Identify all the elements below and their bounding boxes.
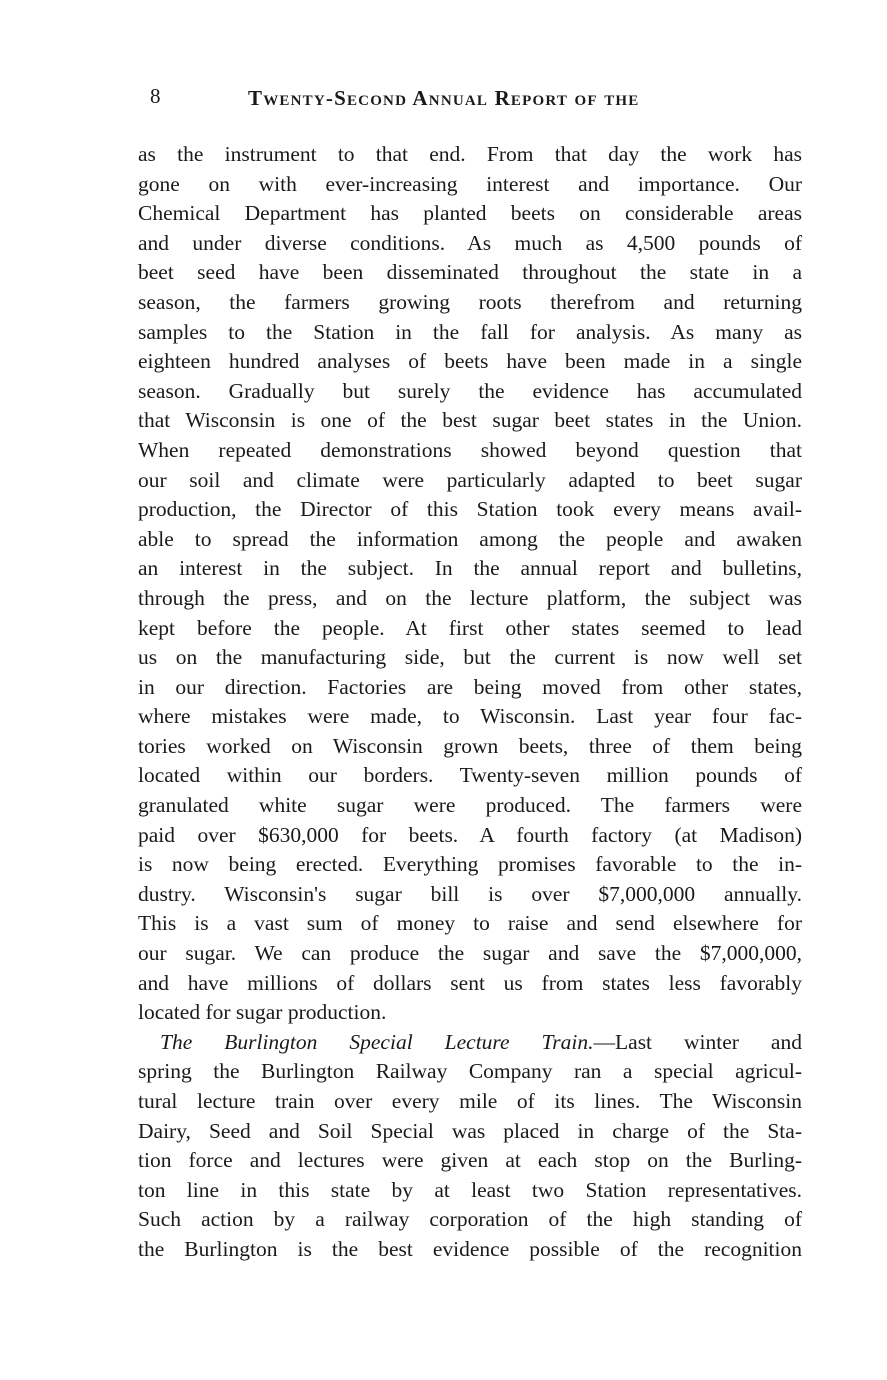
text-line: Such action by a railway corporation of the high standing of [138, 1207, 802, 1232]
running-head: Twenty-Second Annual Report of the [248, 86, 640, 110]
text-line: tories worked on Wisconsin grown beets, three of them being [138, 733, 802, 758]
text-line: paid over $630,000 for beets. A fourth factory (at Madison) [138, 822, 802, 847]
page-number: 8 [150, 84, 161, 108]
text-line: is now being erected. Everything promises favorable to the in- [138, 852, 802, 877]
text-line: season, the farmers growing roots therefrom and returning [138, 289, 802, 314]
text-line: beet seed have been disseminated throughout the state in a [138, 260, 802, 285]
text-line: production, the Director of this Station took every means avail- [138, 497, 802, 522]
text-line: located for sugar production. [138, 1000, 387, 1025]
text-line: granulated white sugar were produced. The farmers were [138, 793, 802, 818]
body-text [138, 140, 802, 1265]
text-line: us on the manufacturing side, but the current is now well set [138, 645, 802, 670]
text-line: an interest in the subject. In the annual report and bulletins, [138, 556, 802, 581]
section-lead-in: The Burlington Special Lecture Train. [160, 1029, 594, 1054]
text-line: ton line in this state by at least two Station representatives. [138, 1177, 802, 1202]
text-line: tion force and lectures were given at each stop on the Burling- [138, 1148, 802, 1173]
text-line: eighteen hundred analyses of beets have been made in a single [138, 349, 802, 374]
text-line: season. Gradually but surely the evidence has accumulated [138, 378, 802, 403]
text-line: and have millions of dollars sent us from states less favorably [138, 970, 802, 995]
text-line: in our direction. Factories are being moved from other states, [138, 674, 802, 699]
text-fragment: —Last winter and [593, 1029, 802, 1054]
text-line: When repeated demonstrations showed beyond question that [138, 437, 802, 462]
text-line: Dairy, Seed and Soil Special was placed in charge of the Sta- [138, 1118, 802, 1143]
text-line: our sugar. We can produce the sugar and save the $7,000,000, [138, 941, 802, 966]
text-line: and under diverse conditions. As much as 4,500 pounds of [138, 230, 802, 255]
text-line: dustry. Wisconsin's sugar bill is over $7,000,000 annually. [138, 881, 802, 906]
text-line: This is a vast sum of money to raise and send elsewhere for [138, 911, 802, 936]
text-line: tural lecture train over every mile of its lines. The Wisconsin [138, 1089, 802, 1113]
text-line: as the instrument to that end. From that day the work has [138, 142, 802, 166]
text-line: through the press, and on the lecture platform, the subject was [138, 585, 802, 610]
text-line [138, 1028, 802, 1058]
text-line: gone on with ever-increasing interest and importance. Our [138, 171, 802, 196]
text-line: our soil and climate were particularly adapted to beet sugar [138, 467, 802, 492]
text-line: Chemical Department has planted beets on considerable areas [138, 201, 802, 226]
text-line: located within our borders. Twenty-seven million pounds of [138, 763, 802, 788]
text-line: the Burlington is the best evidence possible of the recognition [138, 1236, 802, 1261]
text-line: kept before the people. At first other states seemed to lead [138, 615, 802, 640]
text-line: where mistakes were made, to Wisconsin. Last year four fac- [138, 704, 802, 729]
text-line: samples to the Station in the fall for analysis. As many as [138, 319, 802, 344]
paragraph-sugar-beets [138, 140, 802, 1028]
text-line: spring the Burlington Railway Company ran a special agricul- [138, 1059, 802, 1084]
text-line: able to spread the information among the people and awaken [138, 526, 802, 551]
text-line: that Wisconsin is one of the best sugar beet states in the Union. [138, 408, 802, 433]
paragraph-burlington-train [138, 1028, 802, 1265]
